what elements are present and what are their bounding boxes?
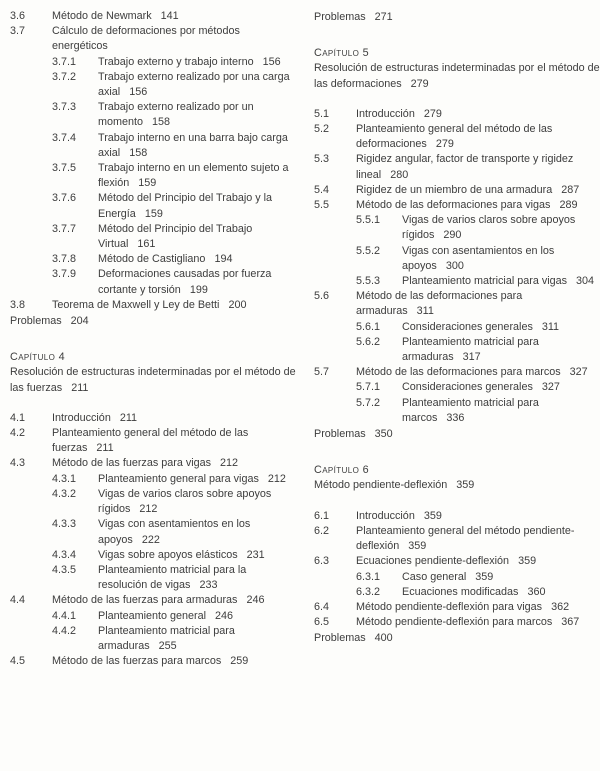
problems-label: Problemas [314,632,366,645]
section-number: 3.7.1 [52,55,77,68]
section-number: 4.3 [10,457,26,470]
section-number: 6.5 [314,616,330,629]
entry-title: Rigidez angular, factor de transporte y rigidez lineal [356,153,574,181]
chapter-block [10,350,298,396]
entry-title: Método del Principio del Trabajo Virtual [98,222,253,251]
entry-body [356,615,600,630]
entry-title: Planteamiento general del método pendiente-deflexión [356,524,575,553]
entry-body [356,152,600,182]
entry-body [98,487,298,517]
entry-body [402,570,600,585]
entry-body [98,222,298,252]
entry-title: Vigas con asentamientos en los apoyos [402,244,555,272]
section-number: 4.3.4 [52,548,77,561]
chapter-block [314,46,600,92]
problems-row [314,631,600,646]
section-number: 5.6.2 [356,335,381,348]
toc-entry [314,198,600,213]
chapter-title [10,365,298,395]
problems-row [314,10,600,25]
entry-body [402,380,600,395]
page-number: 300 [445,259,464,272]
page-number: 200 [228,298,247,311]
chapter-label: Capítulo 4 [10,351,66,364]
section-number: 5.1 [314,107,330,120]
toc-entry [314,335,600,365]
page-number: 317 [462,351,481,364]
section-number: 3.7.5 [52,162,77,175]
page-number: 231 [246,548,265,561]
section-number: 3.7.7 [52,222,77,235]
toc-entry [314,554,600,569]
page-number: 211 [71,381,89,394]
entry-body [98,100,298,130]
entry-title: Planteamiento general del método de las deformaciones [356,123,553,151]
page-number: 359 [475,570,494,583]
entry-body [98,472,298,487]
page-number: 211 [119,411,138,424]
entry-title: Rigidez de un miembro de una armadura [356,183,553,196]
section-number: 6.3.2 [356,585,381,598]
toc-entry [10,298,298,313]
chapter-title [314,61,600,91]
chapter-label: Capítulo 6 [314,464,370,477]
page-number: 212 [139,503,158,516]
section-number: 5.5 [314,199,330,212]
toc-entry [10,593,298,608]
page-number: 359 [408,540,427,553]
page-number: 156 [129,86,148,99]
toc-entry [314,289,600,319]
entry-title: Planteamiento matricial para la resolución de vigas [98,563,247,592]
page-number: 289 [559,199,578,212]
page-number: 359 [456,479,475,492]
entry-title: Vigas con asentamientos en los apoyos [98,518,251,546]
section-number: 3.7.6 [52,192,77,205]
section-number: 5.7 [314,366,330,379]
page-number: 211 [96,442,114,455]
entry-title: Planteamiento matricial para armaduras [98,624,235,652]
entry-title: Método de Newmark [52,10,152,22]
toc-entry [10,426,298,456]
page-number: 400 [374,632,393,645]
entry-title: Método de las fuerzas para vigas [52,457,212,470]
toc-entry [10,411,298,426]
entry-title: Vigas de varios claros sobre apoyos rígidos [98,487,272,516]
section-number: 4.4 [10,594,26,607]
toc-entry [314,396,600,426]
toc-entry [10,654,298,669]
entry-body [98,563,298,593]
entry-title: Vigas sobre apoyos elásticos [98,548,238,561]
entry-title: Consideraciones generales [402,381,533,394]
section-number: 3.6 [10,10,26,22]
entry-title: Cálculo de deformaciones por métodos energéticos [52,25,240,53]
toc-column-left [10,9,298,763]
entry-body [356,524,600,554]
entry-title: Ecuaciones modificadas [402,585,519,598]
entry-body [356,198,600,213]
toc-entry [10,517,298,547]
section-number: 4.3.3 [52,518,77,531]
toc-entry [314,183,600,198]
toc-entry [314,570,600,585]
entry-body [356,122,600,152]
section-number: 4.3.1 [52,472,77,485]
page-number: 311 [416,305,434,318]
entry-body [356,509,600,524]
page-number: 279 [423,107,442,120]
entry-title: Introducción [356,509,415,522]
chapter-label: Capítulo 5 [314,47,370,60]
entry-body [356,289,600,319]
toc-entry [10,487,298,517]
page-number: 159 [138,177,157,190]
entry-title: Trabajo externo realizado por una carga axial [98,70,290,99]
entry-title: Trabajo externo realizado por un momento [98,101,254,129]
toc-entry [10,222,298,252]
toc-entry [314,615,600,630]
page-number: 159 [144,207,163,220]
entry-title: Teorema de Maxwell y Ley de Betti [52,298,220,311]
entry-body [98,70,298,100]
entry-body [98,161,298,191]
page-number: 199 [189,283,208,296]
entry-title: Trabajo interno en una barra bajo carga axial [98,131,288,159]
page-number: 350 [374,428,393,441]
page-number: 233 [199,579,218,592]
toc-column-right [314,9,600,763]
page-number: 158 [129,146,148,159]
section-number: 4.3.2 [52,487,77,500]
toc-entry [10,456,298,471]
entry-body [402,585,600,600]
entry-title: Método de las deformaciones para armaduras [356,290,523,318]
entry-title: Trabajo externo y trabajo interno [98,55,254,68]
toc-entry [10,131,298,161]
entry-body [402,335,600,365]
toc-entry [10,624,298,654]
entry-body [356,554,600,569]
entry-body [98,252,298,267]
toc-entry [10,252,298,267]
entry-body [402,213,600,243]
section-number: 6.1 [314,509,330,522]
page-number: 255 [158,639,177,652]
toc-entry [314,107,600,122]
problems-row [314,427,600,442]
entry-title: Planteamiento matricial para vigas [402,275,568,288]
entry-body [98,267,298,297]
toc-entry [314,274,600,289]
page-number: 336 [446,411,465,424]
section-number: 5.6 [314,290,330,303]
entry-title: Vigas de varios claros sobre apoyos rígidos [402,214,576,242]
entry-title: Método pendiente-deflexión para marcos [356,616,553,629]
toc-entry [10,472,298,487]
toc-entry [10,191,298,221]
section-number: 4.4.1 [52,609,77,622]
entry-title: Método de Castigliano [98,253,206,266]
entry-title: Método del Principio del Trabajo y la Energía [98,192,273,220]
page-number: 327 [569,366,588,379]
entry-title: Método pendiente-deflexión para vigas [356,600,543,613]
problems-label: Problemas [10,315,62,328]
entry-title: Planteamiento general del método de las fuerzas [52,427,249,455]
entry-body [356,600,600,615]
entry-body [402,244,600,274]
entry-title: Método de las fuerzas para armaduras [52,594,238,607]
chapter-title-text: Resolución de estructuras indeterminadas por el método de las fuerzas [10,366,296,394]
entry-title: Método de las deformaciones para marcos [356,366,561,379]
toc-entry [10,563,298,593]
page-number: 279 [410,77,429,90]
section-number: 6.4 [314,600,330,613]
entry-body [98,517,298,547]
page-number: 222 [141,533,160,546]
page-number: 161 [137,238,156,251]
entry-title: Trabajo interno en un elemento sujeto a flexión [98,162,289,190]
section-number: 4.2 [10,427,26,440]
entry-body [52,426,298,456]
page-number: 212 [220,457,239,470]
toc-entry [10,161,298,191]
toc-entry [10,9,298,24]
entry-title: Método de las deformaciones para vigas [356,199,551,212]
section-number: 5.5.2 [356,244,381,257]
toc-entry [314,213,600,243]
toc-entry [314,600,600,615]
entry-body [52,9,298,24]
page-number: 204 [70,315,89,328]
page-number: 359 [518,555,537,568]
page-number: 359 [423,509,442,522]
toc-entry [10,70,298,100]
section-number: 6.3 [314,555,330,568]
toc-entry [10,100,298,130]
entry-body [98,609,298,624]
entry-body [356,107,600,122]
section-number: 5.7.1 [356,381,381,394]
entry-body [52,593,298,608]
entry-body [52,456,298,471]
page-number: 246 [215,609,234,622]
toc-entry [10,267,298,297]
section-number: 5.2 [314,123,330,136]
chapter-title [314,478,600,493]
entry-title: Introducción [52,411,111,424]
page-number: 212 [267,472,286,485]
toc-entry [10,548,298,563]
entry-title: Introducción [356,107,415,120]
section-number: 3.7.2 [52,70,77,83]
page-number: 141 [160,10,179,22]
toc-entry [314,365,600,380]
section-number: 5.4 [314,183,330,196]
toc-entry [314,524,600,554]
entry-title: Planteamiento matricial para armaduras [402,335,539,364]
section-number: 4.1 [10,411,26,424]
section-number: 3.7 [10,25,26,38]
toc-entry [10,24,298,54]
section-number: 6.2 [314,524,330,537]
entry-body [356,365,600,380]
entry-body [98,624,298,654]
section-number: 3.8 [10,298,26,311]
entry-title: Planteamiento matricial para marcos [402,396,539,424]
chapter-title-text: Resolución de estructuras indeterminadas por el método de las deformaciones [314,62,600,90]
section-number: 5.7.2 [356,396,381,409]
section-number: 3.7.8 [52,253,77,266]
section-number: 3.7.3 [52,101,77,114]
page-number: 158 [152,116,171,129]
problems-row [10,314,298,329]
page-number: 246 [246,594,265,607]
page-number: 279 [435,138,454,151]
section-number: 5.5.1 [356,214,381,227]
chapter-title-text: Método pendiente-deflexión [314,479,448,492]
page-number: 367 [561,616,580,629]
toc-entry [314,244,600,274]
toc-entry [314,152,600,182]
chapter-block [314,463,600,493]
entry-title: Consideraciones generales [402,320,533,333]
page-number: 194 [214,253,233,266]
entry-title: Caso general [402,570,467,583]
section-number: 4.4.2 [52,624,77,637]
entry-title: Método de las fuerzas para marcos [52,655,222,668]
toc-entry [10,609,298,624]
problems-label: Problemas [314,428,366,441]
section-number: 6.3.1 [356,570,381,583]
problems-label: Problemas [314,11,366,23]
entry-body [402,396,600,426]
entry-body [98,131,298,161]
entry-body [402,274,600,289]
entry-body [98,548,298,563]
entry-title: Planteamiento general [98,609,207,622]
entry-title: Deformaciones causadas por fuerza cortante y torsión [98,268,272,296]
page-number: 304 [576,275,595,288]
section-number: 5.6.1 [356,320,381,333]
section-number: 5.5.3 [356,275,381,288]
page-number: 360 [527,585,546,598]
entry-title: Planteamiento general para vigas [98,472,259,485]
page-number: 280 [390,168,409,181]
toc-entry [314,122,600,152]
page-number: 290 [443,229,462,242]
entry-body [98,55,298,70]
entry-body [402,320,600,335]
page-number: 287 [561,183,580,196]
entry-body [98,191,298,221]
page-number: 362 [551,600,570,613]
page-number: 156 [262,55,281,68]
page-number: 259 [230,655,249,668]
page-number: 327 [541,381,560,394]
page-number: 311 [541,320,560,333]
entry-body [52,298,298,313]
section-number: 4.3.5 [52,563,77,576]
entry-title: Ecuaciones pendiente-deflexión [356,555,510,568]
toc-entry [10,55,298,70]
section-number: 5.3 [314,153,330,166]
entry-body [52,24,298,54]
section-number: 3.7.9 [52,268,77,281]
toc-entry [314,380,600,395]
toc-entry [314,585,600,600]
entry-body [52,654,298,669]
entry-body [52,411,298,426]
entry-body [356,183,600,198]
page-number: 271 [374,11,393,23]
toc-entry [314,320,600,335]
toc-entry [314,509,600,524]
section-number: 4.5 [10,655,26,668]
section-number: 3.7.4 [52,131,77,144]
